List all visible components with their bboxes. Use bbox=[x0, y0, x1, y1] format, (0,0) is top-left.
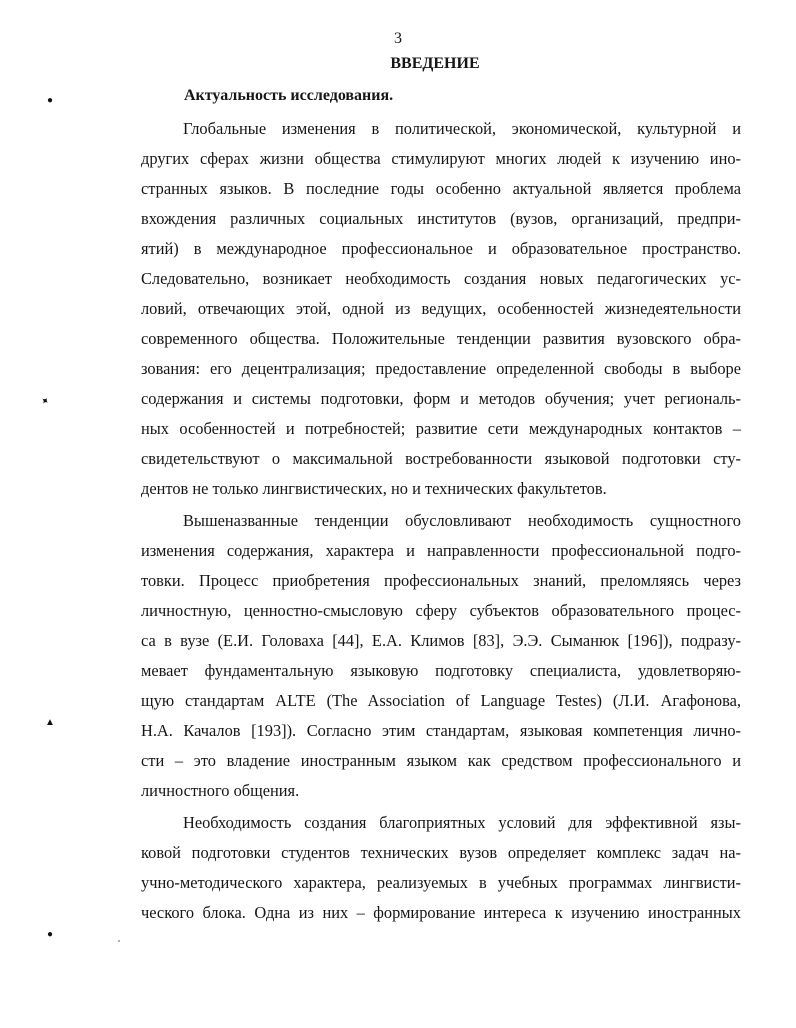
text-line: ных особенностей и потребностей; развитие сети международных контактов – bbox=[141, 419, 741, 438]
text-line: странных языков. В последние годы особенно актуальной является проблема bbox=[141, 179, 741, 198]
text-line: Глобальные изменения в политической, экономической, культурной и bbox=[183, 119, 741, 138]
text-line: щую стандартам ALTE (The Association of Language Testes) (Л.И. Агафонова, bbox=[141, 691, 741, 710]
text-line: сти – это владение иностранным языком как средством профессионального и bbox=[141, 751, 741, 770]
body-text bbox=[141, 114, 741, 928]
scan-mark-icon: ● bbox=[47, 929, 54, 940]
text-line: вхождения различных социальных институтов (вузов, организаций, предпри- bbox=[141, 209, 741, 228]
page-number: 3 bbox=[394, 30, 402, 47]
text-line: современного общества. Положительные тенденции развития вузовского обра- bbox=[141, 329, 741, 348]
text-line: учно-методического характера, реализуемых в учебных программах лингвисти- bbox=[141, 873, 741, 892]
text-line: личностного общения. bbox=[141, 781, 300, 800]
text-line: мевает фундаментальную языковую подготовку специалиста, удовлетворяю- bbox=[141, 661, 741, 680]
scan-mark-icon: ● bbox=[47, 95, 54, 106]
scan-mark-icon: ▲ bbox=[45, 717, 55, 728]
text-line: изменения содержания, характера и направленности профессиональной подго- bbox=[141, 541, 741, 560]
text-line: Следовательно, возникает необходимость создания новых педагогических ус- bbox=[141, 269, 741, 288]
text-line: ловий, отвечающих этой, одной из ведущих, особенностей жизнедеятельности bbox=[141, 299, 741, 318]
scan-mark-icon: ✦ bbox=[37, 394, 52, 409]
text-line: личностную, ценностно-смысловую сферу субъектов образовательного процес- bbox=[141, 601, 741, 620]
text-line: свидетельствуют о максимальной востребованности языковой подготовки сту- bbox=[141, 449, 741, 468]
text-line: содержания и системы подготовки, форм и методов обучения; учет региональ- bbox=[141, 389, 741, 408]
text-line: ческого блока. Одна из них – формирование интереса к изучению иностранных bbox=[141, 903, 741, 922]
section-heading: Актуальность исследования. bbox=[184, 87, 394, 104]
text-line: товки. Процесс приобретения профессиональных знаний, преломляясь через bbox=[141, 571, 741, 590]
text-line: зования: его децентрализация; предоставление определенной свободы в выборе bbox=[141, 359, 741, 378]
text-line: дентов не только лингвистических, но и технических факультетов. bbox=[141, 479, 607, 498]
text-line: Необходимость создания благоприятных условий для эффективной язы- bbox=[183, 813, 741, 832]
text-line: Н.А. Качалов [193]). Согласно этим стандартам, языковая компетенция лично- bbox=[141, 721, 741, 740]
scan-speck bbox=[118, 940, 120, 942]
text-line: ковой подготовки студентов технических вузов определяет комплекс задач на- bbox=[141, 843, 741, 862]
text-line: ятий) в международное профессиональное и образовательное пространство. bbox=[141, 239, 741, 258]
text-line: других сферах жизни общества стимулируют многих людей к изучению ино- bbox=[141, 149, 741, 168]
text-line: Вышеназванные тенденции обусловливают необходимость сущностного bbox=[183, 511, 741, 530]
text-line: са в вузе (Е.И. Головаха [44], Е.А. Климов [83], Э.Э. Сыманюк [196]), подразу- bbox=[141, 631, 741, 650]
page-title: ВВЕДЕНИЕ bbox=[390, 55, 480, 72]
